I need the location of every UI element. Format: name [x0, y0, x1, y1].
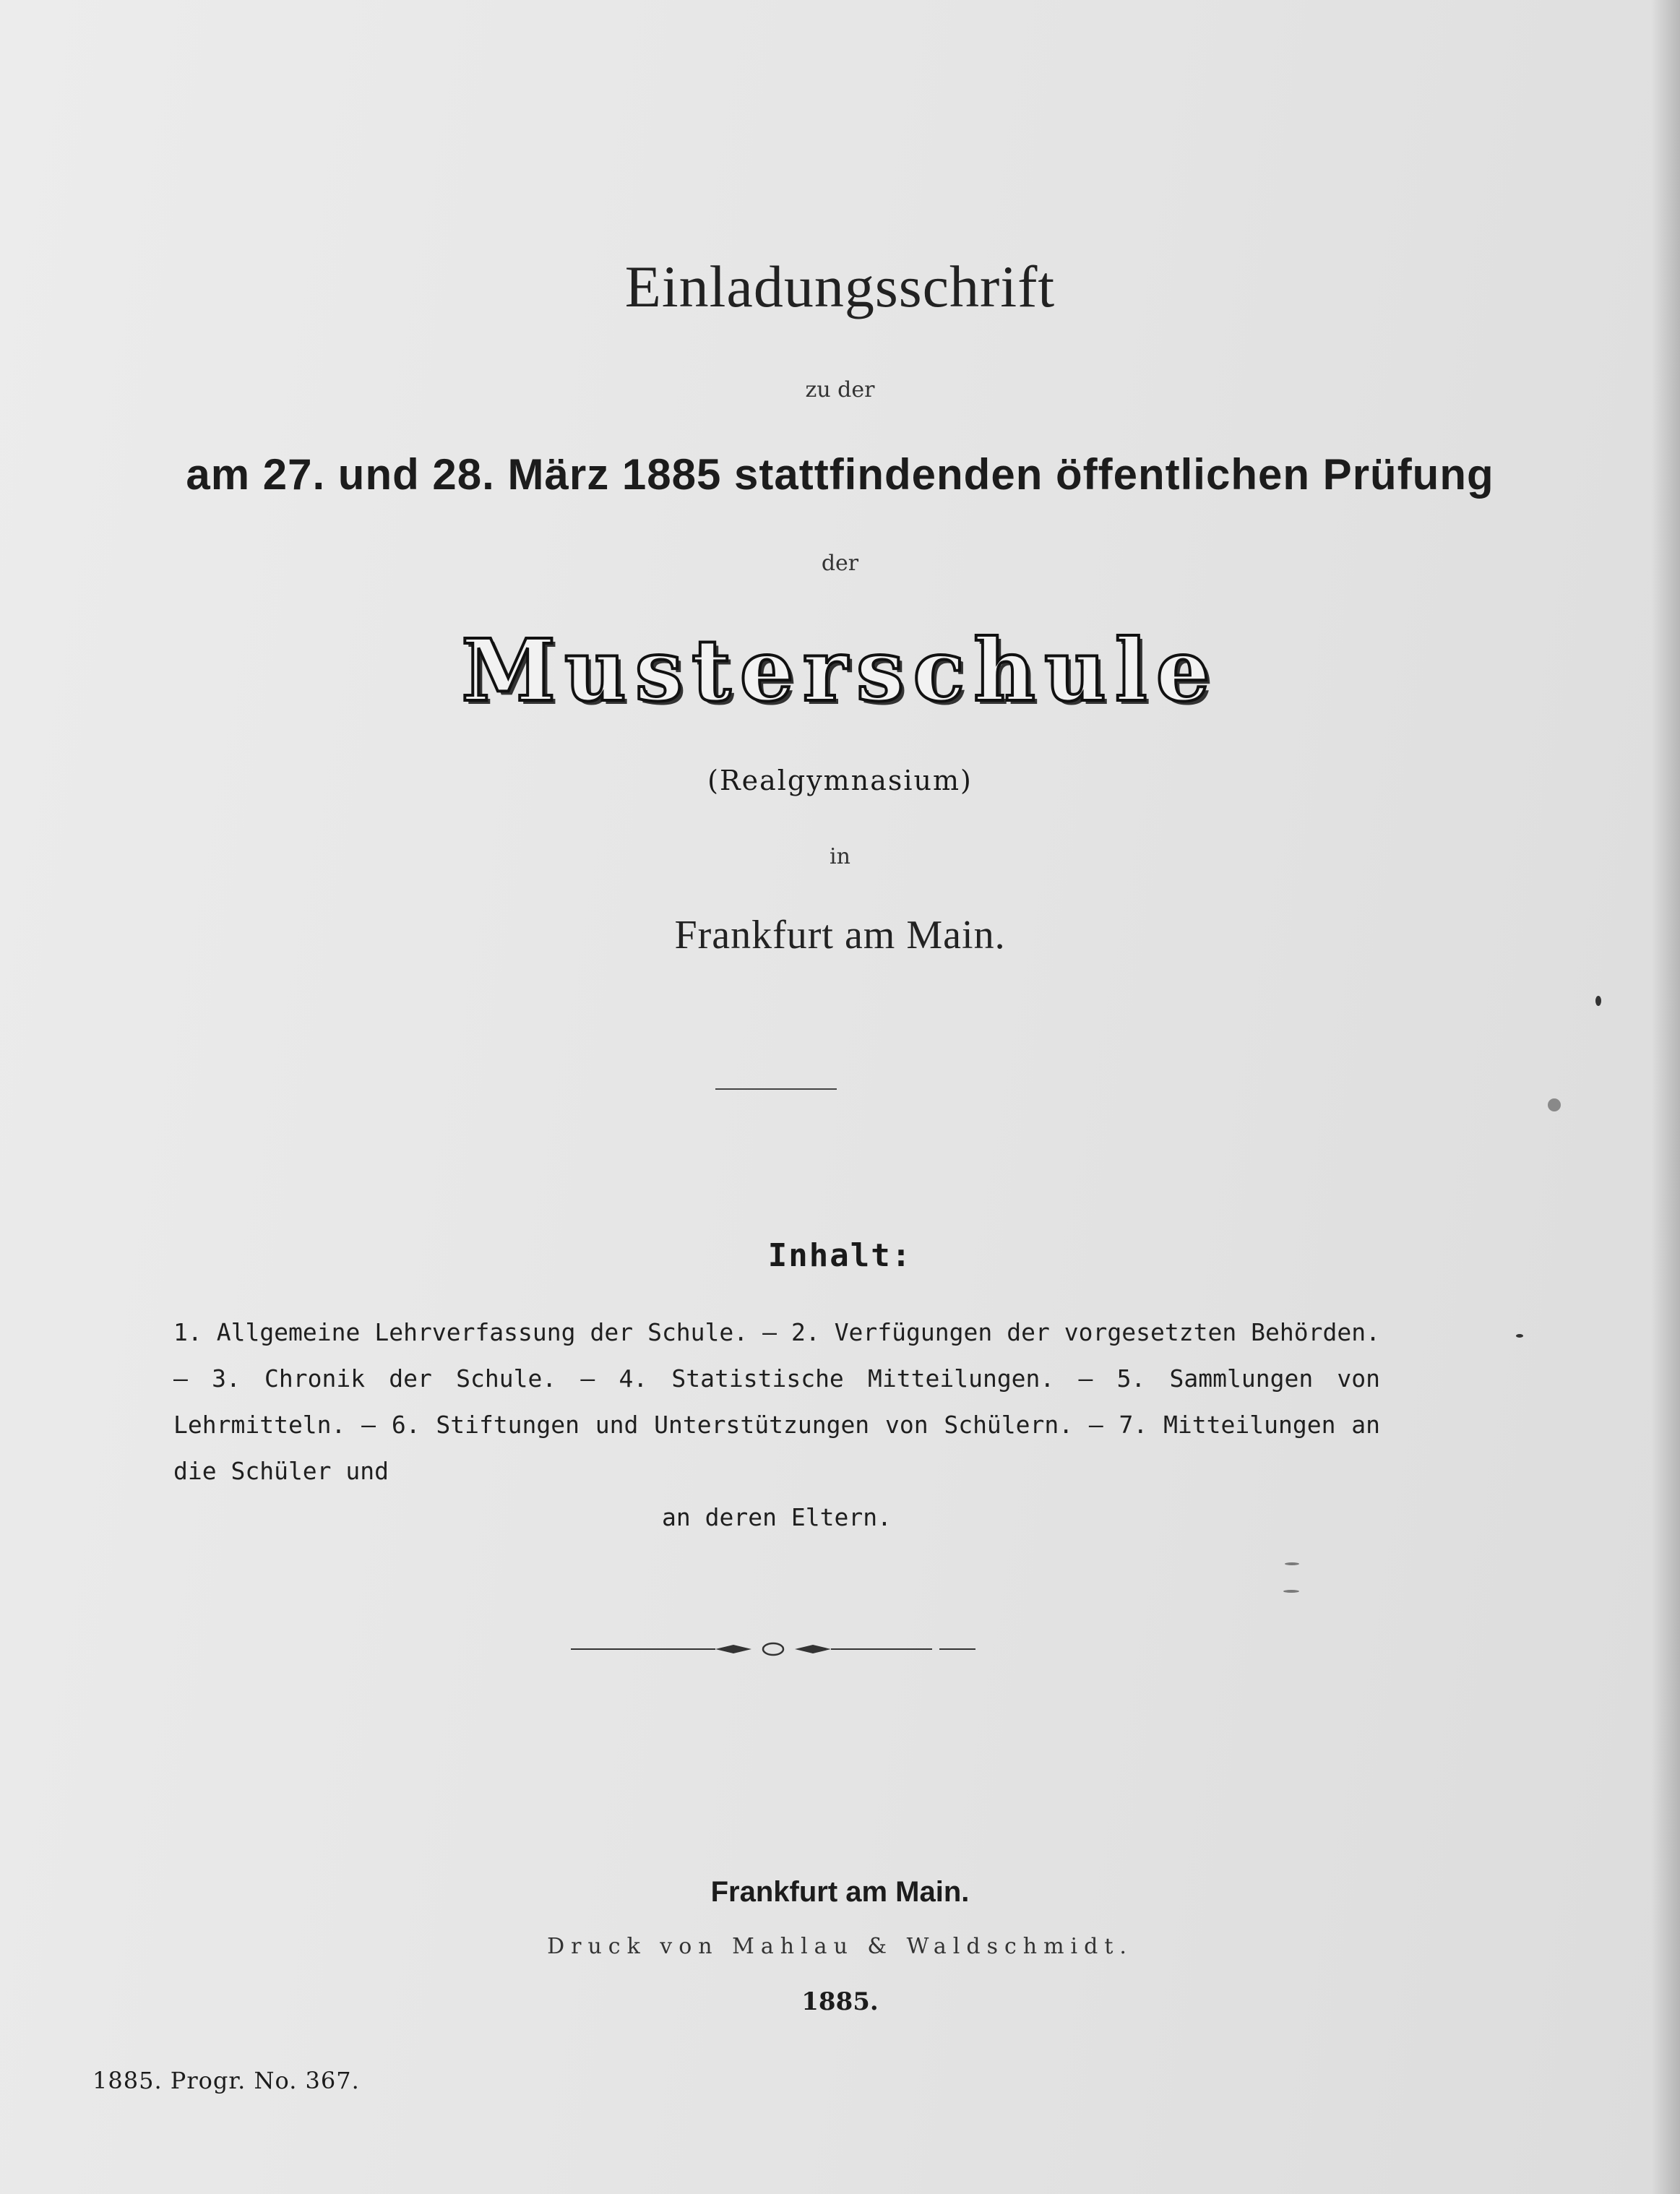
- city-name: Frankfurt am Main.: [674, 913, 1006, 958]
- ornament-divider: [571, 1635, 975, 1664]
- page-edge-shadow: [1651, 0, 1680, 2194]
- connector-zu-der: zu der: [805, 377, 875, 403]
- connector-der: der: [821, 551, 859, 576]
- ink-speck: [1283, 1590, 1299, 1593]
- document-title: Einladungsschrift: [624, 254, 1056, 319]
- ink-speck: [1516, 1334, 1523, 1338]
- contents-heading: Inhalt:: [767, 1237, 913, 1274]
- ink-speck: [1595, 996, 1601, 1006]
- connector-in: in: [830, 844, 850, 869]
- ink-speck: [1548, 1098, 1561, 1111]
- event-date-line: am 27. und 28. März 1885 stattfindenden öffentlichen Prüfung: [186, 450, 1494, 499]
- contents-text: 1. Allgemeine Lehrverfassung der Schule. — 2. Verfügungen der vorgesetzten Behörden. — 3. Chronik der Schule. — 4. Statistische Mitteilungen. — 5. Sammlungen von Lehrmitteln. — 6. Stiftungen und Unterstützungen von Schülern. — 7. Mitteilungen an die Schüler und: [173, 1318, 1380, 1485]
- school-name: Musterschule: [461, 620, 1219, 720]
- imprint-year: 1885.: [801, 1987, 879, 2016]
- ink-speck: [1285, 1562, 1299, 1565]
- imprint-city: Frankfurt am Main.: [710, 1876, 970, 1908]
- contents-text-last-line: an deren Eltern.: [662, 1503, 892, 1531]
- imprint-printer: Druck von Mahlau & Waldschmidt.: [547, 1934, 1133, 1959]
- divider-rule: [715, 1088, 837, 1090]
- school-type: (Realgymnasium): [707, 765, 973, 796]
- program-number: 1885. Progr. No. 367.: [92, 2067, 360, 2094]
- contents-list: [173, 1309, 1380, 1541]
